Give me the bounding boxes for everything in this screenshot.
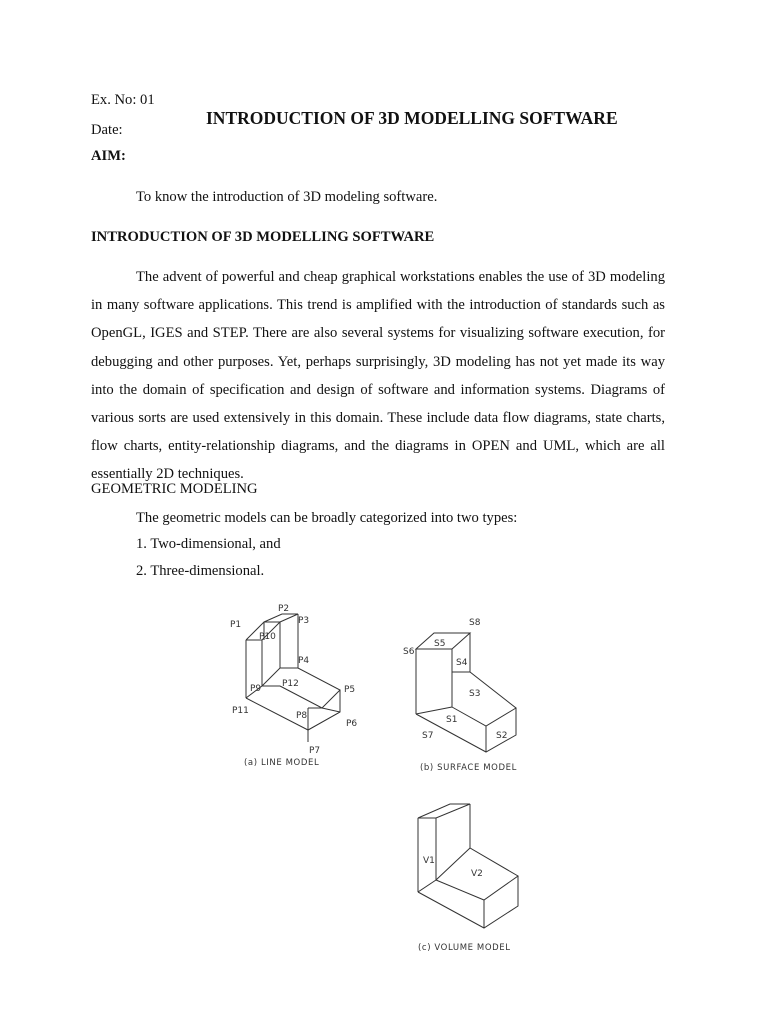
label-s7: S7 <box>422 731 434 741</box>
label-s3: S3 <box>469 689 481 699</box>
section-heading: INTRODUCTION OF 3D MODELLING SOFTWARE <box>91 229 435 245</box>
label-v1: V1 <box>423 856 435 866</box>
label-p5: P5 <box>344 685 356 695</box>
label-s4: S4 <box>456 658 468 668</box>
label-p9: P9 <box>250 684 262 694</box>
line-model-caption: (a) LINE MODEL <box>244 758 320 768</box>
list-item: 2. Three-dimensional. <box>136 563 265 579</box>
surface-model-figure <box>403 618 517 773</box>
label-p7: P7 <box>309 746 321 756</box>
label-p6: P6 <box>346 719 358 729</box>
label-p11: P11 <box>232 706 249 716</box>
label-p2: P2 <box>278 604 290 614</box>
line-model-figure <box>230 604 357 768</box>
label-p12: P12 <box>282 679 299 689</box>
aim-text: To know the introduction of 3D modeling software. <box>136 189 438 205</box>
volume-model-figure <box>418 804 518 953</box>
page-title: INTRODUCTION OF 3D MODELLING SOFTWARE <box>206 108 618 128</box>
label-s5: S5 <box>434 639 446 649</box>
surface-model-caption: (b) SURFACE MODEL <box>420 763 517 773</box>
aim-heading: AIM: <box>91 148 126 164</box>
label-p1: P1 <box>230 620 242 630</box>
label-s1: S1 <box>446 715 458 725</box>
exercise-number: Ex. No: 01 <box>91 92 155 108</box>
geometric-intro: The geometric models can be broadly categorized into two types: <box>136 510 518 526</box>
label-s6: S6 <box>403 647 415 657</box>
label-s8: S8 <box>469 618 481 628</box>
label-p10: P10 <box>259 632 276 642</box>
label-s2: S2 <box>496 731 508 741</box>
label-v2: V2 <box>471 869 483 879</box>
intro-paragraph: The advent of powerful and cheap graphical workstations enables the use of 3D modeling in many software applications. This trend is amplified with the introduction of standards such as OpenGL, IGES and STEP. There are also several systems for visualizing software execution, for debugging and other purposes. Yet, perhaps surprisingly, 3D modeling has not yet made its way into the domain of specification and design of software and information systems. Diagrams of various sorts are used extensively in this domain. These include data flow diagrams, state charts, flow charts, entity-relationship diagrams, and the diagrams in OPEN and UML, which are all essentially 2D techniques. <box>91 269 665 483</box>
list-item: 1. Two-dimensional, and <box>136 536 281 552</box>
label-p4: P4 <box>298 656 310 666</box>
label-p8: P8 <box>296 711 308 721</box>
volume-model-caption: (c) VOLUME MODEL <box>418 943 511 953</box>
date-label: Date: <box>91 122 123 138</box>
label-p3: P3 <box>298 616 310 626</box>
geometric-modeling-heading: GEOMETRIC MODELING <box>91 481 258 497</box>
